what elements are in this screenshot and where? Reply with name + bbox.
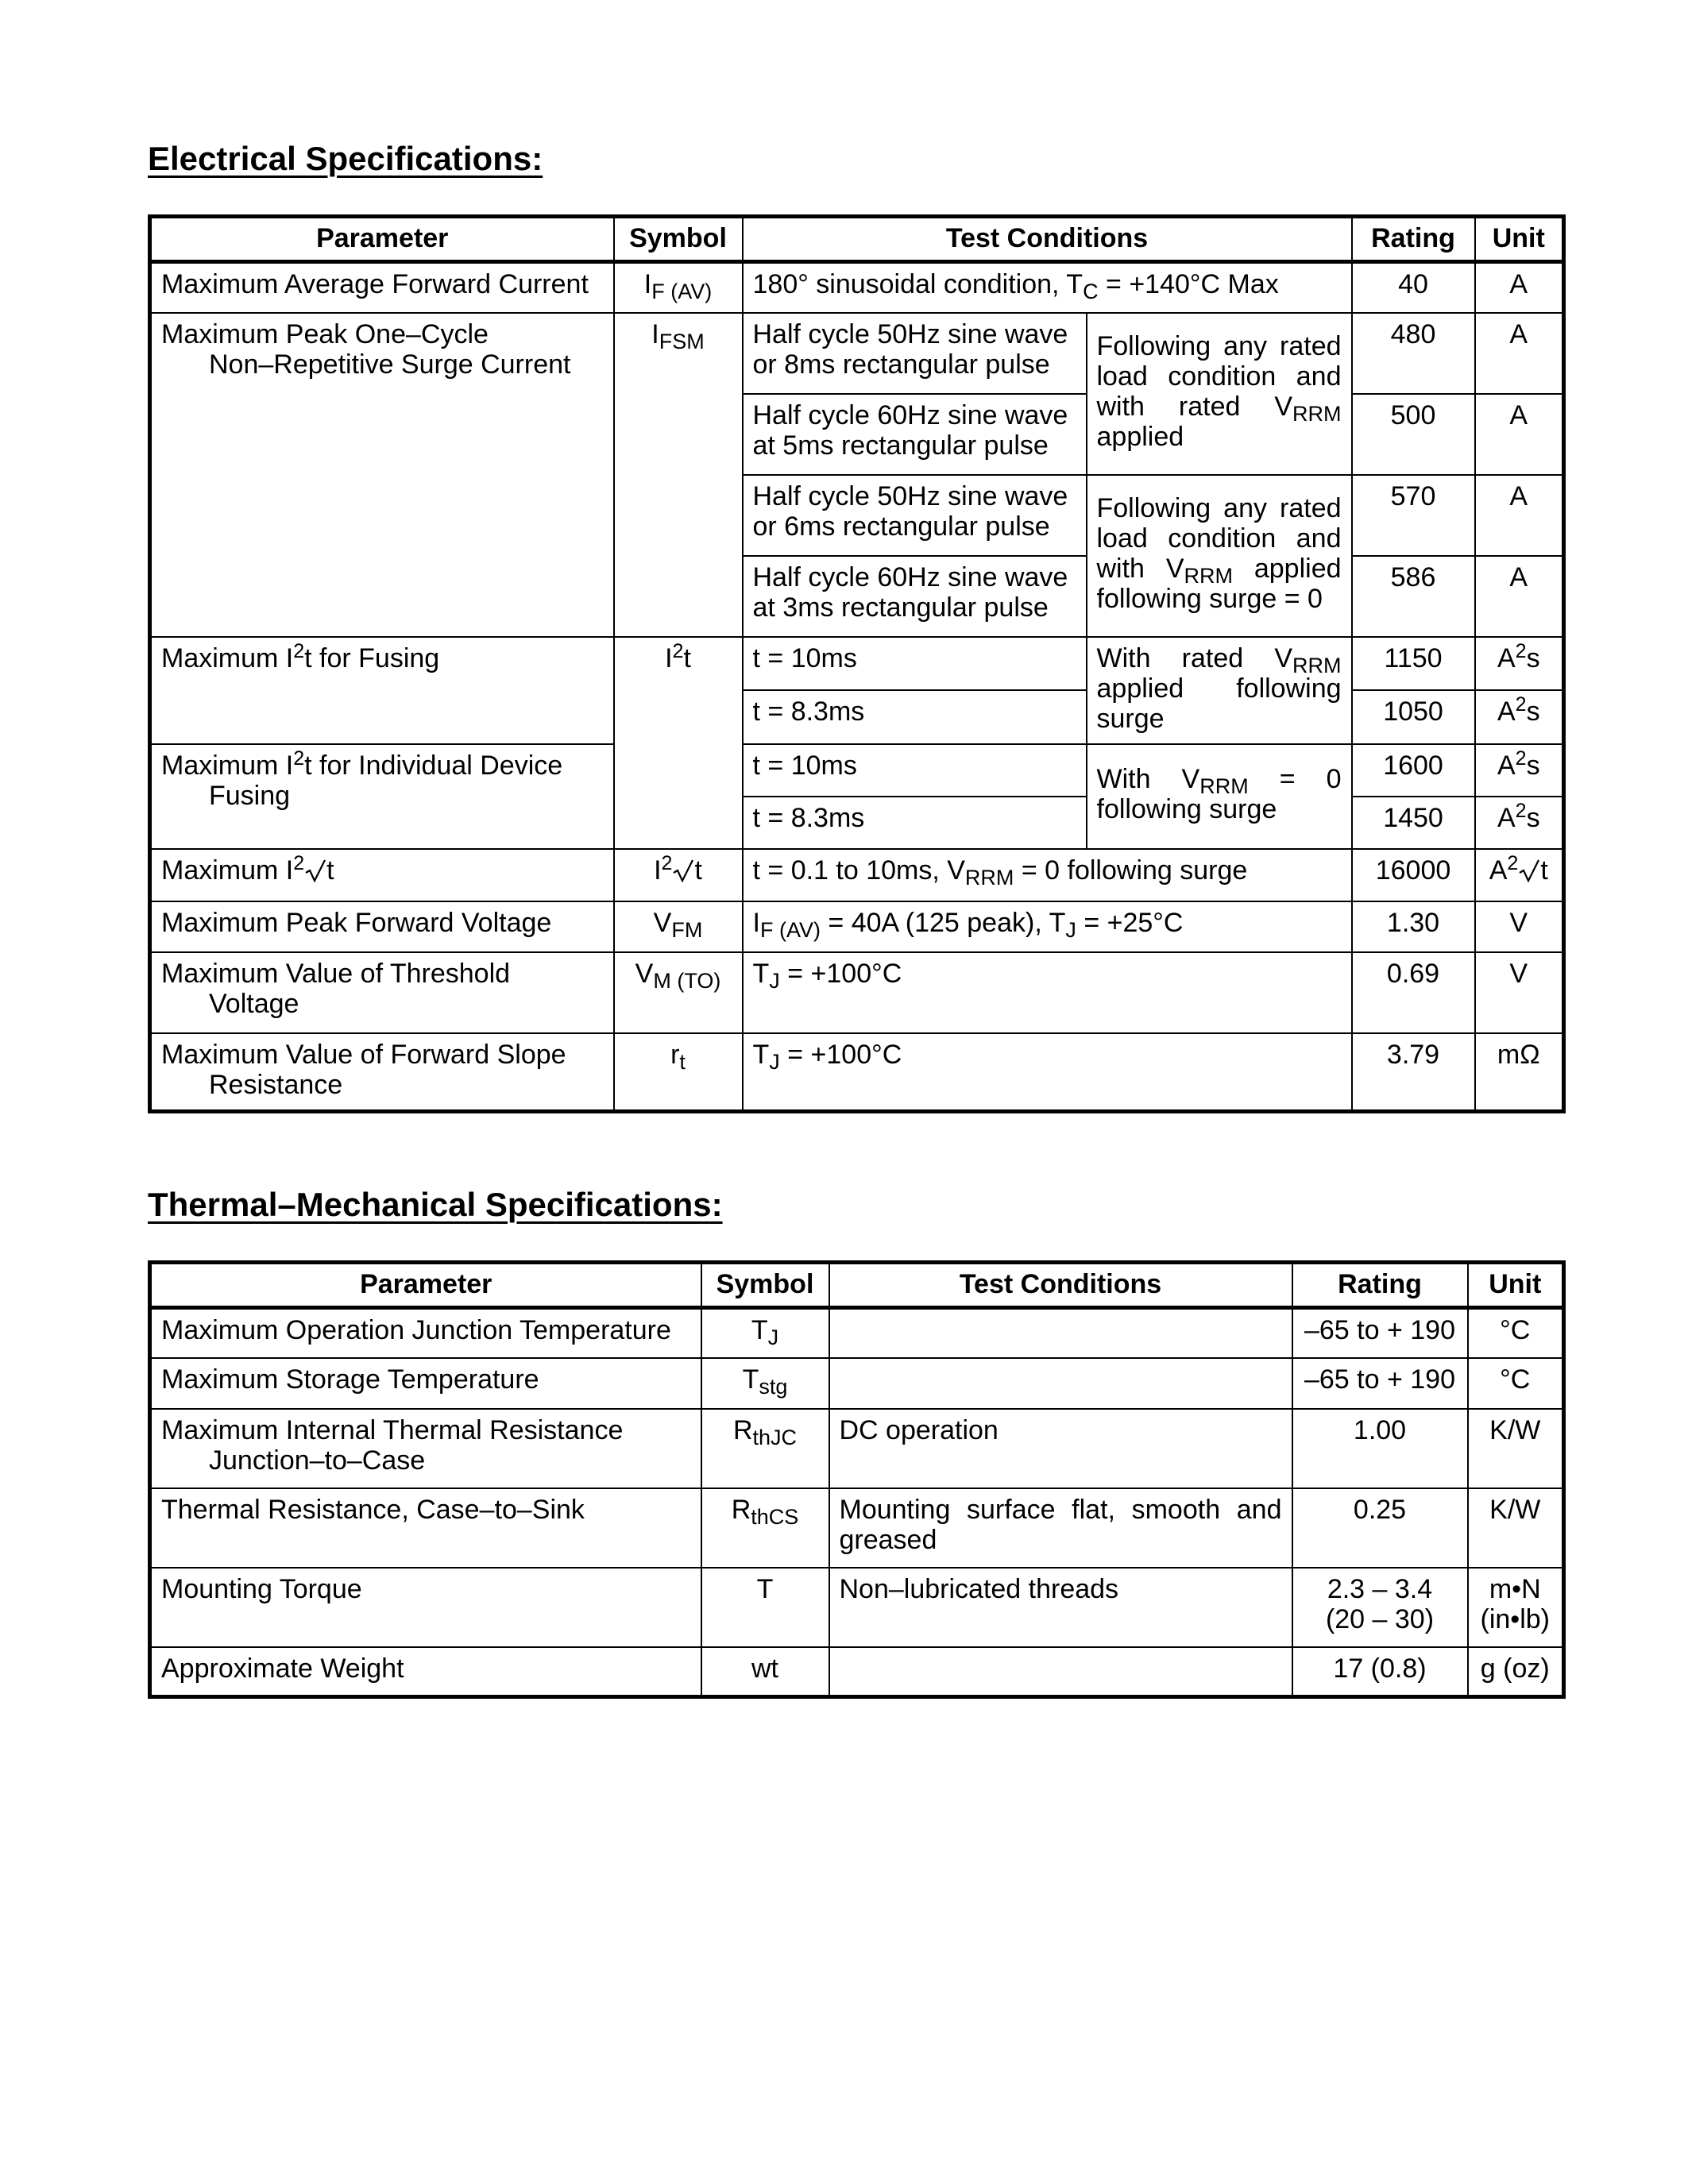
symbol-cell: $R_{thCS}$ bbox=[701, 1488, 829, 1568]
rating-cell: 17 (0.8) bbox=[1292, 1647, 1468, 1696]
unit-cell: °C bbox=[1468, 1307, 1564, 1358]
unit-cell: mΩ bbox=[1475, 1033, 1564, 1112]
unit-cell: m•N (in•lb) bbox=[1468, 1568, 1564, 1647]
condition-note-cell: Following any rated load condition and with $V_{RRM}$ applied following surge = 0 bbox=[1087, 475, 1352, 637]
rating-cell: –65 to + 190 bbox=[1292, 1358, 1468, 1409]
symbol-cell: $V_{M (TO)}$ bbox=[614, 952, 743, 1033]
table-row bbox=[150, 1307, 1564, 1358]
condition-cell: Non–lubricated threads bbox=[829, 1568, 1292, 1647]
condition-cell: $I_{F (AV)} = 40A$ (125 peak), $T_J = +25^\circ C$ bbox=[743, 901, 1352, 952]
param-cell: Maximum Value of Forward Slope Resistance bbox=[150, 1033, 614, 1112]
header-unit: Unit bbox=[1468, 1262, 1564, 1307]
rating-cell: 1600 bbox=[1352, 744, 1475, 797]
condition-cell: Half cycle 60Hz sine wave at 3ms rectangular pulse bbox=[743, 556, 1087, 637]
header-test-conditions: Test Conditions bbox=[829, 1262, 1292, 1307]
symbol-cell: $V_{FM}$ bbox=[614, 901, 743, 952]
param-cell: Maximum $I^2t$ for Fusing bbox=[150, 637, 614, 744]
symbol-cell: wt bbox=[701, 1647, 829, 1696]
condition-cell: $T_J = +100^\circ C$ bbox=[743, 952, 1352, 1033]
electrical-spec-table bbox=[148, 214, 1566, 1113]
condition-cell: t = 8.3ms bbox=[743, 690, 1087, 744]
symbol-cell: $I^2$ t bbox=[614, 849, 743, 901]
rating-cell: 586 bbox=[1352, 556, 1475, 637]
table-row bbox=[150, 901, 1564, 952]
rating-cell: 1150 bbox=[1352, 637, 1475, 691]
param-cell: Maximum Internal Thermal Resistance Junction–to–Case bbox=[150, 1409, 701, 1488]
table-row bbox=[150, 313, 1564, 394]
unit-cell: $A^2s$ bbox=[1475, 797, 1564, 849]
condition-note-cell: With $V_{RRM} = 0$ following surge bbox=[1087, 744, 1352, 849]
condition-cell: t = 10ms bbox=[743, 637, 1087, 691]
unit-cell: °C bbox=[1468, 1358, 1564, 1409]
symbol-cell: $I_{FSM}$ bbox=[614, 313, 743, 637]
table-row bbox=[150, 952, 1564, 1033]
rating-cell: 0.25 bbox=[1292, 1488, 1468, 1568]
rating-cell: 480 bbox=[1352, 313, 1475, 394]
electrical-section-title: Electrical Specifications: bbox=[148, 140, 543, 177]
condition-cell bbox=[829, 1358, 1292, 1409]
rating-cell: 1450 bbox=[1352, 797, 1475, 849]
square-root-icon bbox=[305, 859, 326, 882]
table-row bbox=[150, 262, 1564, 313]
condition-note-cell: Following any rated load condition and with rated $V_{RRM}$ applied bbox=[1087, 313, 1352, 475]
param-cell: Maximum Storage Temperature bbox=[150, 1358, 701, 1409]
condition-cell bbox=[829, 1647, 1292, 1696]
table-row bbox=[150, 1033, 1564, 1112]
param-cell: Maximum Peak One–Cycle Non–Repetitive Surge Current bbox=[150, 313, 614, 637]
unit-cell: V bbox=[1475, 952, 1564, 1033]
table-row bbox=[150, 1358, 1564, 1409]
param-cell: Maximum Average Forward Current bbox=[150, 262, 614, 313]
condition-cell: Half cycle 50Hz sine wave or 8ms rectangular pulse bbox=[743, 313, 1087, 394]
symbol-cell: $T_J$ bbox=[701, 1307, 829, 1358]
symbol-cell: $R_{thJC}$ bbox=[701, 1409, 829, 1488]
table-row bbox=[150, 1568, 1564, 1647]
header-parameter: Parameter bbox=[150, 217, 614, 262]
condition-cell: DC operation bbox=[829, 1409, 1292, 1488]
unit-cell: A bbox=[1475, 262, 1564, 313]
rating-cell: 570 bbox=[1352, 475, 1475, 556]
param-cell: Thermal Resistance, Case–to–Sink bbox=[150, 1488, 701, 1568]
unit-cell: $A^2s$ bbox=[1475, 744, 1564, 797]
param-cell: Approximate Weight bbox=[150, 1647, 701, 1696]
symbol-cell: $I^2t$ bbox=[614, 637, 743, 849]
rating-cell: 1.30 bbox=[1352, 901, 1475, 952]
table-row bbox=[150, 744, 1564, 797]
condition-cell: Mounting surface flat, smooth and greased bbox=[829, 1488, 1292, 1568]
rating-cell: 0.69 bbox=[1352, 952, 1475, 1033]
param-cell: Maximum $I^2t$ for Individual Device Fusing bbox=[150, 744, 614, 849]
condition-cell: t = 10ms bbox=[743, 744, 1087, 797]
unit-cell: A bbox=[1475, 313, 1564, 394]
rating-cell: 1.00 bbox=[1292, 1409, 1468, 1488]
unit-cell: K/W bbox=[1468, 1488, 1564, 1568]
param-cell: Mounting Torque bbox=[150, 1568, 701, 1647]
header-symbol: Symbol bbox=[614, 217, 743, 262]
unit-cell: $A^2s$ bbox=[1475, 690, 1564, 744]
unit-cell: $A^2$ t bbox=[1475, 849, 1564, 901]
unit-cell: A bbox=[1475, 394, 1564, 475]
header-test-conditions: Test Conditions bbox=[743, 217, 1352, 262]
param-cell: Maximum Value of Threshold Voltage bbox=[150, 952, 614, 1033]
table-row bbox=[150, 1647, 1564, 1696]
condition-cell: Half cycle 50Hz sine wave or 6ms rectangular pulse bbox=[743, 475, 1087, 556]
header-unit: Unit bbox=[1475, 217, 1564, 262]
table-row bbox=[150, 1409, 1564, 1488]
thermal-spec-table bbox=[148, 1260, 1566, 1699]
header-parameter: Parameter bbox=[150, 1262, 701, 1307]
condition-cell: t = 8.3ms bbox=[743, 797, 1087, 849]
thermal-section-title: Thermal–Mechanical Specifications: bbox=[148, 1185, 723, 1223]
header-rating: Rating bbox=[1352, 217, 1475, 262]
unit-cell: A bbox=[1475, 556, 1564, 637]
rating-cell: 40 bbox=[1352, 262, 1475, 313]
unit-cell: V bbox=[1475, 901, 1564, 952]
header-rating: Rating bbox=[1292, 1262, 1468, 1307]
square-root-icon bbox=[673, 859, 693, 882]
unit-cell: A bbox=[1475, 475, 1564, 556]
condition-cell bbox=[829, 1307, 1292, 1358]
rating-cell: 3.79 bbox=[1352, 1033, 1475, 1112]
rating-cell: 2.3 – 3.4 (20 – 30) bbox=[1292, 1568, 1468, 1647]
param-cell: Maximum Peak Forward Voltage bbox=[150, 901, 614, 952]
unit-cell: g (oz) bbox=[1468, 1647, 1564, 1696]
unit-cell: $A^2s$ bbox=[1475, 637, 1564, 691]
symbol-cell: $T_{stg}$ bbox=[701, 1358, 829, 1409]
condition-cell: $T_J = +100^\circ C$ bbox=[743, 1033, 1352, 1112]
rating-cell: –65 to + 190 bbox=[1292, 1307, 1468, 1358]
header-symbol: Symbol bbox=[701, 1262, 829, 1307]
condition-cell: 180° sinusoidal condition, $T_C = +140^\circ C$ Max bbox=[743, 262, 1352, 313]
table-row bbox=[150, 637, 1564, 691]
symbol-cell: $r_t$ bbox=[614, 1033, 743, 1112]
condition-cell: t = 0.1 to 10ms, $V_{RRM} = 0$ following surge bbox=[743, 849, 1352, 901]
table-header-row bbox=[150, 217, 1564, 262]
condition-cell: Half cycle 60Hz sine wave at 5ms rectangular pulse bbox=[743, 394, 1087, 475]
unit-cell: K/W bbox=[1468, 1409, 1564, 1488]
condition-note-cell: With rated $V_{RRM}$ applied following surge bbox=[1087, 637, 1352, 744]
datasheet-page bbox=[148, 139, 1562, 1699]
rating-cell: 500 bbox=[1352, 394, 1475, 475]
square-root-icon bbox=[1519, 859, 1539, 882]
table-header-row bbox=[150, 1262, 1564, 1307]
symbol-cell: $I_{F (AV)}$ bbox=[614, 262, 743, 313]
table-row bbox=[150, 1488, 1564, 1568]
param-cell: Maximum Operation Junction Temperature bbox=[150, 1307, 701, 1358]
param-cell: Maximum $I^2$ t bbox=[150, 849, 614, 901]
rating-cell: 1050 bbox=[1352, 690, 1475, 744]
table-row bbox=[150, 849, 1564, 901]
symbol-cell: T bbox=[701, 1568, 829, 1647]
rating-cell: 16000 bbox=[1352, 849, 1475, 901]
